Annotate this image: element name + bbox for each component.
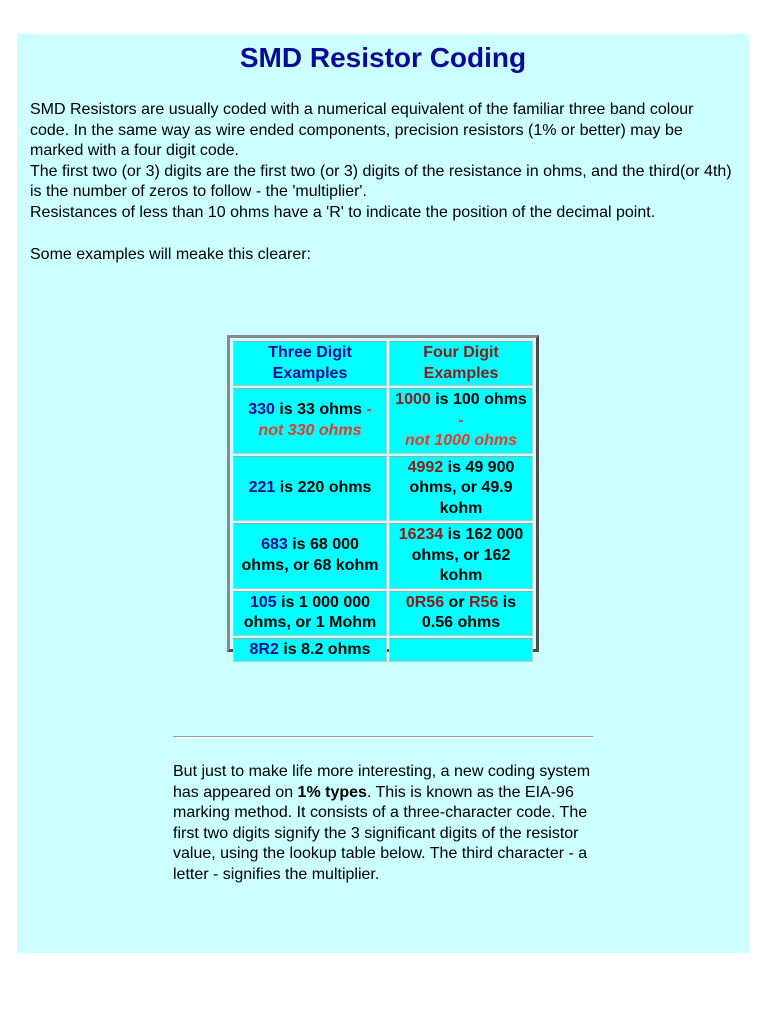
eia-text: . This is known as the EIA-96 marking method. It consists of a three-character code. The first two digits signify the 3 significant digits of the resistor value, using the lookup table below. The third character - a letter - signifies the multiplier.: [173, 783, 588, 883]
intro-paragraph: SMD Resistors are usually coded with a numerical equivalent of the familiar three band colour code. In the same way as wire ended components, precision resistors (1% or better) may be marked with a four digit code.: [30, 101, 694, 159]
eia-emphasis: 1% types: [297, 783, 367, 801]
table-cell: [389, 388, 533, 454]
table-row: [233, 388, 533, 454]
table-cell: [233, 456, 387, 522]
code-meaning: is 49 900 ohms, or 49.9 kohm: [409, 458, 515, 517]
table-cell-empty: [389, 638, 533, 663]
code-connector: or: [444, 593, 469, 611]
table-cell: [233, 638, 387, 663]
intro-text: [30, 100, 735, 223]
code-value: 0R56: [405, 593, 445, 611]
examples-intro: Some examples will meake this clearer:: [30, 246, 311, 263]
table-cell: [389, 591, 533, 636]
code-meaning: is 0.56 ohms: [421, 593, 517, 631]
table-cell: [389, 456, 533, 522]
code-value: 8R2: [249, 640, 279, 658]
horizontal-divider: [173, 736, 593, 738]
dash: -: [366, 401, 372, 419]
code-meaning: is 33 ohms: [274, 401, 367, 419]
code-meaning: is 1 000 000 ohms, or 1 Mohm: [243, 593, 377, 631]
intro-paragraph: Resistances of less than 10 ohms have a 'R' to indicate the position of the decimal point.: [30, 203, 656, 221]
code-value: 4992: [407, 458, 444, 476]
table-cell: [233, 388, 387, 454]
code-meaning: is 68 000 ohms, or 68 kohm: [241, 536, 379, 574]
header-label: Three Digit Examples: [268, 344, 352, 382]
eia96-paragraph: [173, 762, 593, 885]
warning-note: not 330 ohms: [258, 421, 362, 439]
code-value: 105: [249, 593, 277, 611]
header-label: Four Digit Examples: [423, 344, 499, 382]
code-meaning: is 162 000 ohms, or 162 kohm: [411, 526, 524, 584]
code-meaning: is 220 ohms: [275, 479, 372, 496]
code-meaning: is 8.2 ohms: [278, 640, 371, 658]
warning-note: not 1000 ohms: [404, 432, 518, 449]
code-meaning: is 100 ohms: [430, 391, 527, 408]
eia-text: But just to make life more interesting, a new coding system has appeared on: [173, 763, 591, 801]
table-header-row: [233, 341, 533, 386]
table-row: [233, 456, 533, 522]
table-cell: [389, 523, 533, 589]
code-value: R56: [468, 593, 499, 611]
examples-table-frame: [227, 335, 539, 658]
intro-paragraph: The first two (or 3) digits are the first two (or 3) digits of the resistance in ohms, and the third(or 4th) is the number of zeros to follow - the 'multiplier'.: [30, 162, 732, 200]
code-value: 1000: [395, 391, 431, 408]
code-value: 16234: [398, 526, 444, 543]
table-cell: [233, 591, 387, 636]
dash: -: [458, 411, 464, 429]
table-row: [233, 638, 533, 663]
page-content: [17, 34, 749, 953]
code-value: 683: [261, 536, 288, 554]
examples-table: [231, 339, 535, 664]
page-title: SMD Resistor Coding: [239, 42, 527, 73]
header-three-digit: [233, 341, 387, 386]
table-row: [233, 523, 533, 589]
code-value: 330: [248, 401, 275, 419]
table-cell: [233, 523, 387, 589]
code-value: 221: [248, 479, 276, 496]
table-row: [233, 591, 533, 636]
header-four-digit: [389, 341, 533, 386]
